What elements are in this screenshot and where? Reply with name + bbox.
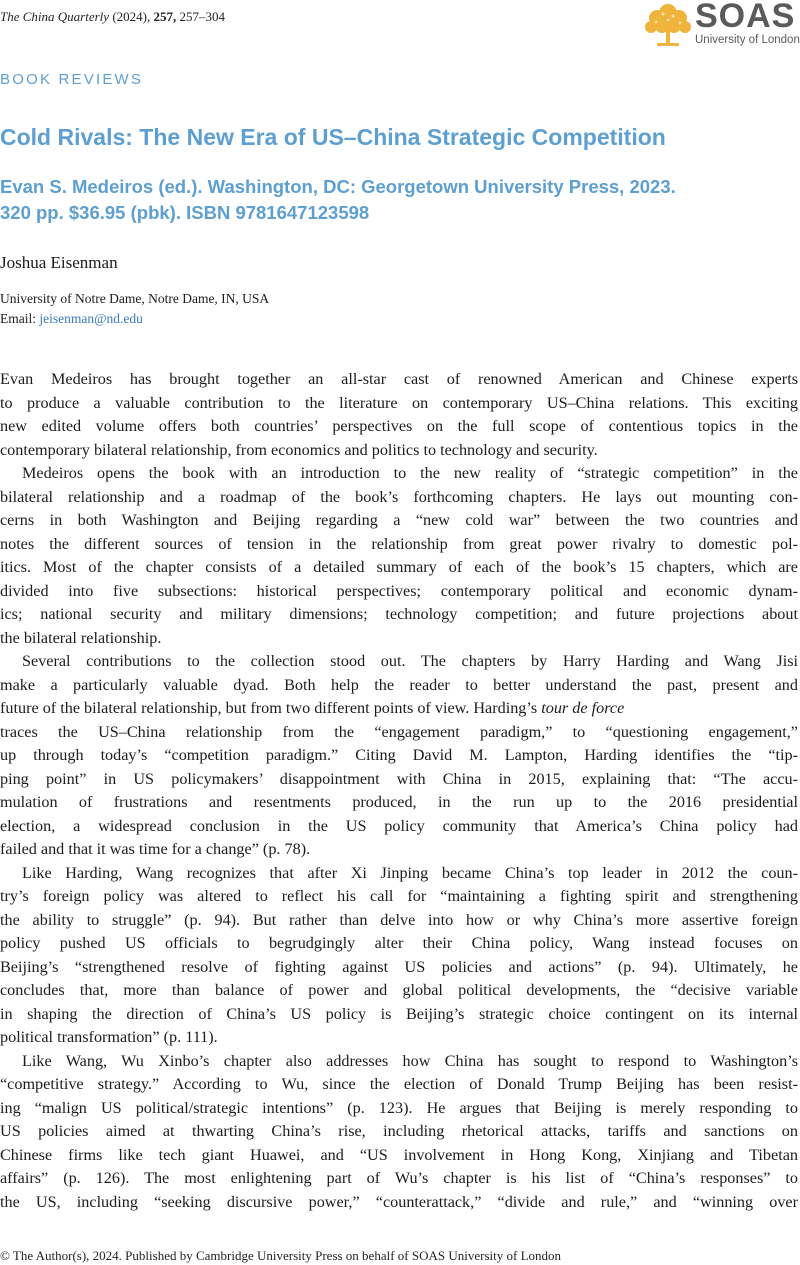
italic-phrase: tour de force xyxy=(541,699,625,717)
logo-wordmark: SOAS xyxy=(695,0,796,35)
body-line: itics. Most of the chapter consists of a detailed summary of each of the book’s 15 chapters, which are xyxy=(0,558,798,576)
body-line: the US, including “seeking discursive power,” “counterattack,” “divide and rule,” and “winning over xyxy=(0,1192,798,1211)
body-line: Like Wang, Wu Xinbo’s chapter also addresses how China has sought to respond to Washington’s xyxy=(22,1051,798,1070)
journal-year: (2024), xyxy=(112,9,151,24)
body-line: to produce a valuable contribution to the literature on contemporary US–China relations. This exciting xyxy=(0,393,798,412)
body-line: “competitive strategy.” According to Wu, since the election of Donald Trump Beijing has been resist- xyxy=(0,1075,798,1093)
journal-citation-header xyxy=(0,9,225,25)
body-line: divided into five subsections: historical perspectives; contemporary political and economic dynam- xyxy=(0,581,798,600)
body-line: political transformation” (p. 111). xyxy=(0,1028,218,1046)
body-line: the ability to struggle” (p. 94). But rather than delve into how or why China’s more assertive foreign xyxy=(0,910,798,929)
body-line: mulation of frustrations and resentments produced, in the run up to the 2016 presidential xyxy=(0,793,798,811)
body-line-text: future of the bilateral relationship, but from two different points of view. Harding’s xyxy=(0,699,538,717)
book-citation-line-2: 320 pp. $36.95 (pbk). ISBN 9781647123598 xyxy=(0,202,370,223)
body-line: concludes that, more than balance of power and global political developments, the “decisive variable xyxy=(0,981,798,999)
email-label: Email: xyxy=(0,311,36,326)
body-line: up through today’s “competition paradigm.” Citing David M. Lampton, Harding identifies the “tip- xyxy=(0,746,798,764)
soas-logo xyxy=(643,0,800,52)
body-line: contemporary bilateral relationship, from economics and politics to technology and security. xyxy=(0,440,598,459)
article-title: Cold Rivals: The New Era of US–China Strategic Competition xyxy=(0,124,666,150)
body-line: cerns in both Washington and Beijing regarding a “new cold war” between the two countries and xyxy=(0,511,798,529)
body-line: failed and that it was time for a change” (p. 78). xyxy=(0,840,311,858)
body-line: ping point” in US policymakers’ disappointment with China in 2015, explaining that: “The accu- xyxy=(0,769,798,788)
body-line: try’s foreign policy was altered to reflect his call for “maintaining a fighting spirit and strengthening xyxy=(0,887,798,905)
author-email-row xyxy=(0,309,269,329)
journal-pages: 257–304 xyxy=(179,9,225,24)
body-line: make a particularly valuable dyad. Both help the reader to better understand the past, present and xyxy=(0,675,798,694)
body-line: Beijing’s “strengthened resolve of fighting against US policies and actions” (p. 94). Ultimately, he xyxy=(0,957,798,976)
review-body xyxy=(0,368,798,1214)
body-line: the bilateral relationship. xyxy=(0,628,162,647)
body-line: ing “malign US political/strategic intentions” (p. 123). He argues that Beijing is merely responding to xyxy=(0,1098,798,1117)
tree-logo-icon xyxy=(643,0,693,50)
body-line: affairs” (p. 126). The most enlightening part of Wu’s chapter is his list of “China’s responses” to xyxy=(0,1169,798,1187)
author-affiliation-block xyxy=(0,289,269,329)
section-label: BOOK REVIEWS xyxy=(0,71,144,88)
body-line: policy pushed US officials to begrudgingly alter their China policy, Wang instead focuses on xyxy=(0,934,798,952)
logo-subtitle: University of London xyxy=(695,34,800,46)
body-line: bilateral relationship and a roadmap of the book’s forthcoming chapters. He lays out mounting con- xyxy=(0,487,798,506)
journal-name: The China Quarterly xyxy=(0,9,110,24)
body-line: Several contributions to the collection stood out. The chapters by Harry Harding and Wang Jisi xyxy=(22,652,798,670)
body-line: Like Harding, Wang recognizes that after Xi Jinping became China’s top leader in 2012 the coun- xyxy=(22,863,798,882)
author-email-link[interactable]: jeisenman@nd.edu xyxy=(39,311,143,326)
body-line: Medeiros opens the book with an introduction to the new reality of “strategic competition” in the xyxy=(22,464,798,482)
body-line: Chinese firms like tech giant Huawei, and “US involvement in Hong Kong, Xinjiang and Tibetan xyxy=(0,1145,798,1164)
author-affiliation: University of Notre Dame, Notre Dame, IN, USA xyxy=(0,291,270,306)
body-line: new edited volume offers both countries’ perspectives on the full scope of contentious topics in the xyxy=(0,417,798,435)
body-line: traces the US–China relationship from the “engagement paradigm,” to “questioning engagement,” xyxy=(0,722,798,741)
book-citation-line-1: Evan S. Medeiros (ed.). Washington, DC: Georgetown University Press, 2023. xyxy=(0,176,676,197)
author-name: Joshua Eisenman xyxy=(0,253,118,272)
body-line: in shaping the direction of China’s US policy is Beijing’s strategic choice contingent on its internal xyxy=(0,1004,798,1023)
book-citation xyxy=(0,174,790,226)
body-line: notes the different sources of tension in the relationship from great power rivalry to domestic pol- xyxy=(0,534,798,553)
body-line: US policies aimed at thwarting China’s rise, including rhetorical attacks, tariffs and sanctions on xyxy=(0,1122,798,1140)
journal-volume: 257, xyxy=(153,9,177,24)
body-line: election, a widespread conclusion in the US policy community that America’s China policy had xyxy=(0,816,798,835)
body-line: Evan Medeiros has brought together an all-star cast of renowned American and Chinese experts xyxy=(0,370,798,388)
copyright-footer: © The Author(s), 2024. Published by Cambridge University Press on behalf of SOAS University of London xyxy=(0,1248,562,1263)
body-line xyxy=(0,697,798,721)
body-line: ics; national security and military dimensions; technology competition; and future projections about xyxy=(0,605,798,623)
